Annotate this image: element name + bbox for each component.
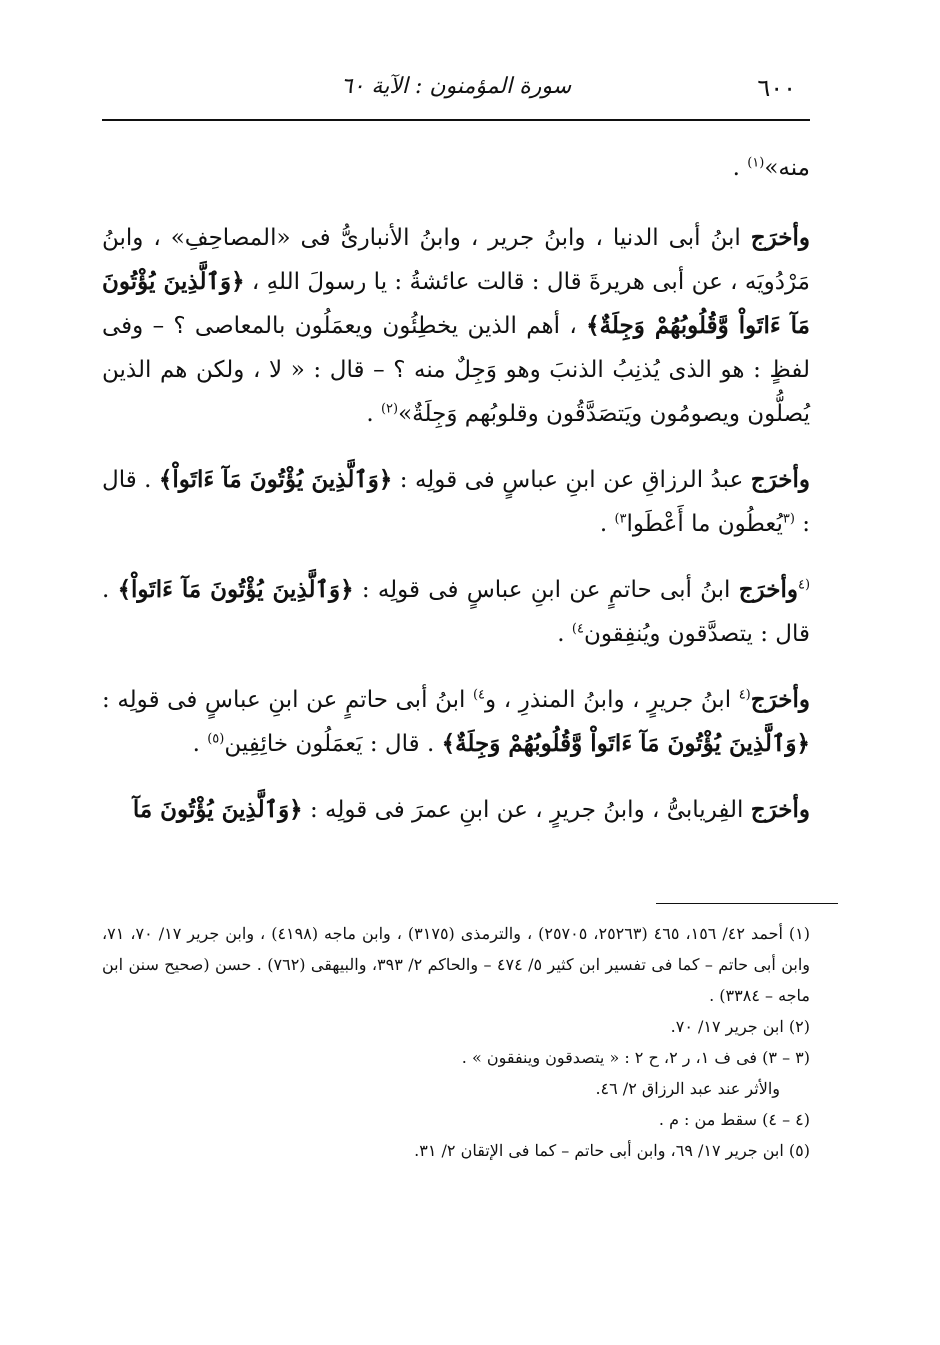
- footnote-1: (١) أحمد ٤٢/ ١٥٦، ٤٦٥ (٢٥٢٦٣، ٢٥٧٠٥) ، والترمذى (٣١٧٥) ، وابن ماجه (٤١٩٨) ، وابن جرير ١٧/ ٧٠، ٧١، وابن أبى حاتم – كما فى تفسير ابن كثير ٥/ ٤٧٤ – والحاكم ٢/ ٣٩٣، والبيهقى (٧٦٢) . حسن (صحيح سنن ابن ماجه – ٣٣٨٤) .: [102, 924, 811, 1005]
- quran-verse: ﴿وَٱلَّذِينَ يُؤْتُونَ مَآ ءَاتَواْ﴾: [158, 466, 393, 493]
- text-run: . قال :: [102, 467, 810, 537]
- paragraph-5: [102, 678, 810, 766]
- footnote-ref: ٤): [472, 687, 486, 703]
- text-run: منه»: [764, 155, 810, 181]
- text-run: .: [732, 155, 748, 181]
- text-run: الفِريابىُّ ، وابنُ جريرٍ ، عن ابنِ عمرَ فى قولِه :: [302, 797, 751, 823]
- paragraph-3: [102, 458, 810, 546]
- text-run: ، أهم الذين يخطِئُون ويعمَلُون بالمعاصى ؟ – وفى لفظٍ : هو الذى يُذنِبُ الذنبَ وهو وَجِلٌ منه ؟ – قال : « لا ، ولكن هم الذين يُصلُّون ويصومُون ويَتصَدَّقُون وقلوبُهم وَجِلَةٌ»: [102, 313, 810, 427]
- paragraph-2: [102, 216, 810, 436]
- main-text: [102, 146, 810, 854]
- footnote-2: (٢) ابن جرير ١٧/ ٧٠.: [670, 1017, 810, 1036]
- text-run: . قال : يتصدَّقون ويُنفِقون: [102, 577, 810, 647]
- paragraph-4: [102, 568, 810, 656]
- text-run: ابنُ أبى حاتمٍ عن ابنِ عباسٍ فى قولِه :: [353, 577, 739, 603]
- page-header: [102, 70, 810, 110]
- quran-verse: ﴿وَٱلَّذِينَ يُؤْتُونَ مَآ ءَاتَواْ﴾: [117, 576, 354, 603]
- paragraph-lead: وأخرَج: [750, 796, 810, 823]
- paragraph-lead: وأخرَج: [750, 686, 811, 713]
- paragraph-lead: وأخرَج: [750, 224, 810, 251]
- footnote-3: (٣ – ٣) فى ف ١، ر ٢، ح ٢ : « يتصدقون وينفقون » .: [461, 1048, 810, 1067]
- footnote-ref: (٤: [797, 577, 811, 593]
- text-run: . قال : يَعمَلُون خائِفِين: [224, 731, 442, 757]
- quran-verse: ﴿وَٱلَّذِينَ يُؤْتُونَ مَآ: [132, 796, 303, 823]
- paragraph-6: [102, 788, 810, 832]
- footnote-ref: (٣: [782, 511, 795, 527]
- page-number: ٦٠٠: [757, 74, 796, 102]
- footnote-4: (٤ – ٤) سقط من : م .: [658, 1110, 810, 1129]
- footnote-ref: (١): [747, 155, 765, 171]
- paragraph-lead: وأخرَج: [738, 576, 798, 603]
- footnote-divider: [656, 903, 838, 904]
- running-title: سورة المؤمنون : الآية ٦٠: [340, 74, 572, 99]
- text-run: .: [192, 731, 208, 757]
- text-run: ابنُ جريرٍ ، وابنُ المنذرِ ، و: [485, 687, 739, 713]
- footnotes: [102, 918, 810, 1166]
- text-run: عبدُ الرزاقِ عن ابنِ عباسٍ فى قولِه :: [392, 467, 751, 493]
- footnote-ref: ٣): [614, 511, 627, 527]
- paragraph-1: [102, 146, 810, 190]
- footnote-3-continuation: والأثر عند عبد الرزاق ٢/ ٤٦.: [595, 1079, 780, 1098]
- text-run: .: [557, 621, 572, 647]
- quran-verse: ﴿وَٱلَّذِينَ يُؤْتُونَ مَآ ءَاتَواْ وَّقُلُوبُهُمْ وَجِلَةٌ﴾: [102, 268, 810, 339]
- text-run: ابنُ أبى الدنيا ، وابنُ جرير ، وابنُ الأنبارىُّ فى «المصاحِفِ» ، وابنُ مَرْدُويَه ، عن أبى هريرةَ قال : قالت عائشةُ : يا رسولَ اللهِ ،: [102, 225, 811, 295]
- footnote-ref: ٤): [571, 621, 584, 637]
- footnote-ref: (٢): [380, 401, 399, 417]
- header-divider: [102, 119, 810, 121]
- footnote-ref: (٥): [207, 731, 225, 747]
- footnote-5: (٥) ابن جرير ١٧/ ٦٩، وابن أبى حاتم – كما فى الإتقان ٢/ ٣١.: [414, 1141, 810, 1160]
- quran-verse: ﴿وَٱلَّذِينَ يُؤْتُونَ مَآ ءَاتَواْ وَّقُلُوبُهُمْ وَجِلَةٌ﴾: [441, 730, 810, 757]
- paragraph-lead: وأخرَج: [750, 466, 810, 493]
- text-run: .: [366, 401, 381, 427]
- text-run: يُعطُون ما أَعْطَوا: [626, 511, 783, 537]
- text-run: ابنُ أبى حاتمٍ عن ابنِ عباسٍ فى قولِه :: [102, 687, 473, 713]
- footnote-ref: (٤: [738, 687, 751, 703]
- text-run: .: [599, 511, 615, 537]
